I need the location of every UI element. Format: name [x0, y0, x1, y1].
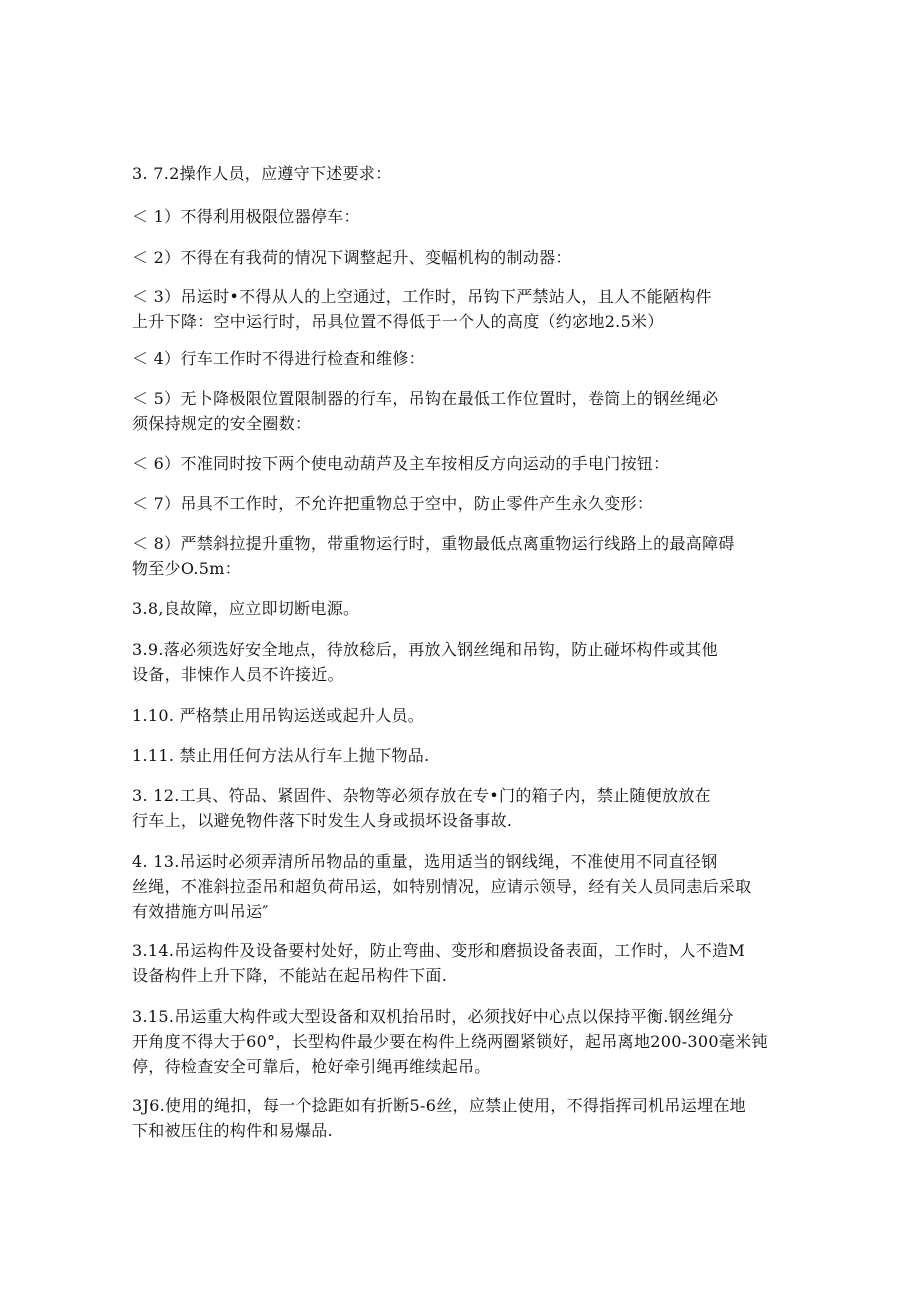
text-line: 行车上，以避免物件落下时发生人身或损坏设备事故.: [132, 811, 513, 830]
text-line: ＜ 3）吊运时•不得从人的上空通过，工作时，吊钩下严禁站人，且人不能陋构件: [132, 287, 712, 306]
text-line: ＜ 7）吊具不工作时，不允许把重物总于空中，防止零件产生永久变形：: [132, 494, 654, 513]
text-line: 3.8,良故障，应立即切断电源。: [132, 599, 360, 618]
text-line: 丝绳，不准斜拉歪吊和超负荷吊运，如特别情况，应请示领导，经有关人员同恚后采取: [132, 877, 752, 896]
text-line: 3. 12.工具、符品、紧固件、杂物等必须存放在专•门的箱子内，禁止随便放放在: [132, 786, 711, 805]
paragraph-3-9: [132, 637, 792, 687]
paragraph-3-7-2: [132, 161, 792, 186]
text-line: 1.11. 禁止用任何方法从行车上抛下物品.: [132, 746, 430, 765]
paragraph-1-11: [132, 743, 792, 768]
paragraph-3-15: [132, 1004, 792, 1079]
paragraph-1-10: [132, 703, 792, 728]
text-line: 停，待检查安全可靠后，枪好牵引绳再维续起吊。: [132, 1057, 491, 1076]
paragraph-4-13: [132, 849, 792, 924]
text-line: 4. 13.吊运时必须弄清所吊物品的重量，选用适当的钢线绳，不准使用不同直径钢: [132, 852, 718, 871]
paragraph-3-12: [132, 783, 792, 833]
paragraph-item-2: [132, 245, 792, 270]
text-line: 设备，非悚作人员不许接近。: [132, 665, 344, 684]
text-line: 3.15.吊运重大构件或大型设备和双机抬吊时，必须找好中心点以保持平衡.钢丝绳分: [132, 1007, 734, 1026]
text-line: 设备构件上升下降，不能站在起吊构件下面.: [132, 966, 448, 985]
text-line: 下和被压住的构件和易爆品.: [132, 1121, 333, 1140]
text-line: ＜ 8）严禁斜拉提升重物，带重物运行时，重物最低点离重物运行线路上的最高障碍: [132, 534, 735, 553]
text-line: ＜ 5）无卜降极限位置限制器的行车，吊钩在最低工作位置时，卷筒上的钢丝绳必: [132, 389, 719, 408]
paragraph-3-8: [132, 596, 792, 621]
paragraph-item-3: [132, 284, 792, 334]
paragraph-item-1: [132, 204, 792, 229]
text-line: 物至少O.5m：: [132, 559, 242, 578]
paragraph-item-5: [132, 386, 792, 436]
paragraph-item-8: [132, 531, 792, 581]
text-line: 有效措施方叫吊运″: [132, 902, 269, 921]
text-line: ＜ 1）不得利用极限位器停车：: [132, 207, 360, 226]
paragraph-item-7: [132, 491, 792, 516]
text-line: 1.10. 严格禁止用吊钩运送或起升人员。: [132, 706, 425, 725]
text-line: ＜ 2）不得在有我荷的情况下调整起升、变幅机构的制动器：: [132, 248, 572, 267]
text-line: ＜ 4）行车工作时不得进行检查和维修：: [132, 349, 425, 368]
paragraph-3-14: [132, 938, 792, 988]
text-line: 须保持规定的安全圈数：: [132, 414, 312, 433]
paragraph-3-16: [132, 1093, 792, 1143]
paragraph-item-6: [132, 451, 792, 476]
text-line: 3. 7.2操作人员，应遵守下述要求：: [132, 164, 392, 183]
text-line: 开角度不得大于60°，长型构件最少要在构件上绕两圈紧锁好，起吊离地200-300毫米钝: [132, 1032, 768, 1051]
text-line: 3.14.吊运构件及设备要村处好，防止弯曲、变形和磨损设备表面，工作时，人不造M: [132, 941, 746, 960]
text-line: ＜ 6）不准同时按下两个使电动葫芦及主车按相反方向运动的手电门按钮：: [132, 454, 670, 473]
text-line: 上升下降：空中运行时，吊具位置不得低于一个人的高度（约宓地2.5米）: [132, 312, 664, 331]
text-line: 3.9.落必须选好安全地点，待放稔后，再放入钢丝绳和吊钩，防止碰坏构件或其他: [132, 640, 718, 659]
text-line: 3J6.使用的绳扣，每一个捻距如有折断5-6丝，应禁止使用，不得指挥司机吊运埋在地: [132, 1096, 746, 1115]
paragraph-item-4: [132, 346, 792, 371]
